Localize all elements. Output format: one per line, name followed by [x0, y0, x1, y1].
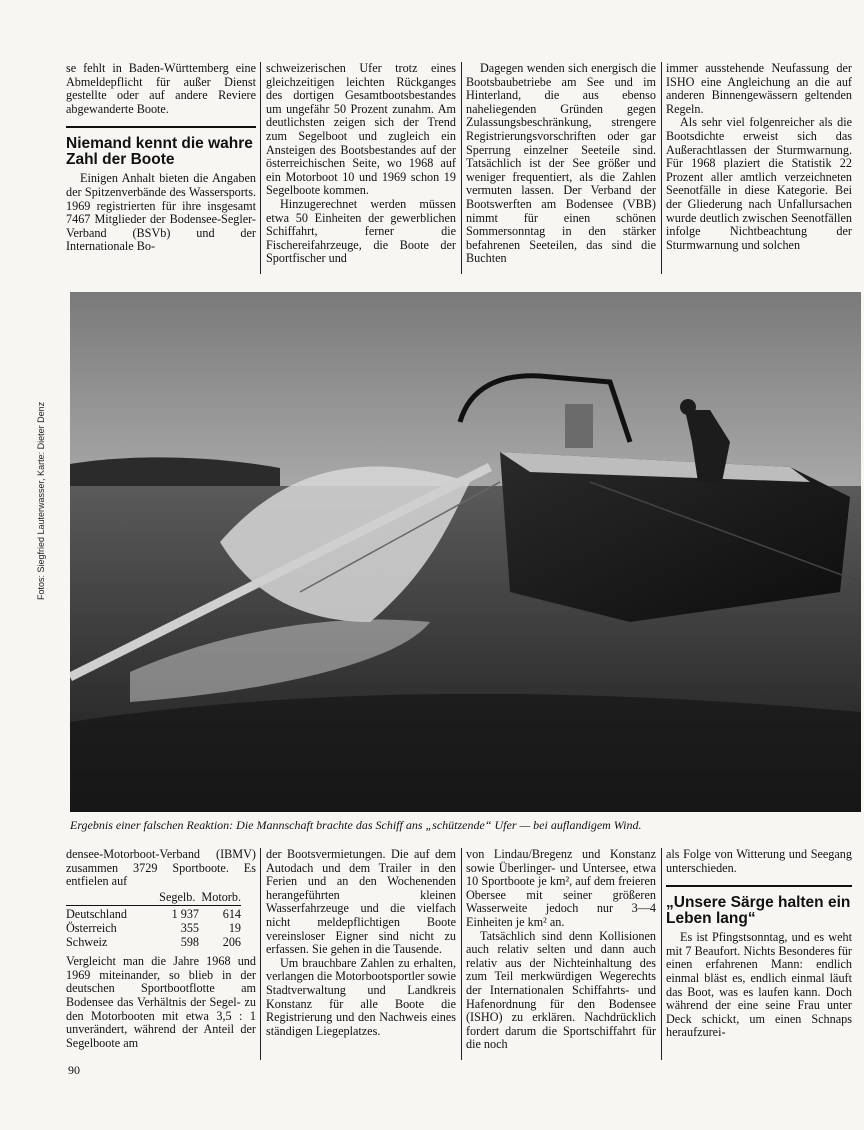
headline-boat-count: Niemand kennt die wahre Zahl der Boote [66, 135, 253, 169]
headline-coffins: „Unsere Särge halten ein Leben lang“ [666, 894, 851, 928]
page-number: 90 [68, 1063, 80, 1077]
table-header-cell: Segelb. [159, 889, 196, 904]
dark-waves [70, 694, 861, 812]
column-rule [661, 62, 662, 274]
table-row [66, 936, 241, 950]
paragraph: der Bootsvermietungen. Die auf dem Autodach und dem Trailer in den Ferien und an den Wochenenden herangeführten kleinen Wasserfahrzeuge und die vielfach nicht meldepflichtigen Boote vereinsloser Eigner sind nicht zu erfassen. Sie gehen in die Tausende. [266, 847, 456, 957]
table-header-cell: Motorb. [201, 889, 241, 904]
paragraph: se fehlt in Baden-Württemberg eine Abmeldepflicht für außer Dienst gestellte oder auf andere Reviere abgewanderte Boote. [66, 61, 256, 116]
boat-photo-illustration [70, 292, 861, 812]
photo-caption: Ergebnis einer falschen Reaktion: Die Mannschaft brachte das Schiff ans „schützende“ Ufer — bei auflandigem Wind. [70, 818, 642, 832]
table-cell-motorboats: 206 [222, 934, 241, 949]
table-row [66, 922, 241, 936]
table-header [66, 891, 241, 907]
bottom-column-2 [266, 848, 456, 1038]
crew-member-seated [565, 404, 593, 448]
bottom-column-1 [66, 848, 256, 1050]
paragraph: Um brauchbare Zahlen zu erhalten, verlangen die Motorbootsportler sowie Stadtverwaltung und Landkreis Konstanz für alle Boote die Registrierung und den Nachweis eines ständigen Liegeplatzes. [266, 955, 456, 1038]
table-cell-country: Schweiz [66, 934, 108, 949]
bottom-column-4 [666, 848, 852, 1040]
column-rule [461, 62, 462, 274]
paragraph: von Lindau/Bregenz und Konstanz sowie Überlinger- und Untersee, etwa 10 Sportboote je km², auf dem freieren Obersee mit seiner größeren Wasserweite jedoch nur 3—4 Einheiten je km² an. [466, 847, 656, 929]
top-column-1 [66, 62, 256, 254]
table-cell-country: Deutschland [66, 907, 127, 922]
table-cell-motorboats: 614 [222, 907, 241, 922]
paragraph: Tatsächlich sind denn Kollisionen auch relativ selten und dann auch relativ aus der Nichteinhaltung des zum Teil merkwürdigen Wegerechts der Internationalen Schiffahrts- und Hafenordnung für den Bodensee (ISHO) zu erklären. Nachdrücklich fordert darum die Sportschiffahrt für die noch [466, 928, 656, 1052]
paragraph: immer ausstehende Neufassung der ISHO eine Angleichung an die auf anderen Binnengewässern geltenden Regeln. [666, 61, 852, 116]
table-cell-sailboats: 598 [180, 934, 199, 949]
paragraph: Es ist Pfingstsonntag, und es weht mit 7 Beaufort. Nichts Besonderes für einen erfahrenen Mann: endlich einmal bläst es, endlich einmal läuft das Boot, was es laufen kann. Doch während der eine seine Frau unter Deck schickt, um einen Schnaps heraufzurei- [666, 930, 852, 1040]
boat-count-table [66, 891, 241, 949]
photo-credit: Fotos: Siegfried Lauterwasser, Karte: Dieter Denz [36, 401, 46, 600]
section-divider [66, 126, 256, 128]
paragraph: Hinzugerechnet werden müssen etwa 50 Einheiten der gewerblichen Schiffahrt, ferner die Fischereifahrzeuge, die Boote der Sportfischer und [266, 196, 456, 266]
paragraph: densee-Motorboot-Verband (IBMV) zusammen 3729 Sportboote. Es entfielen auf [66, 847, 256, 889]
column-rule [461, 848, 462, 1060]
top-column-4 [666, 62, 852, 252]
paragraph: schweizerischen Ufer trotz eines gleichzeitigen leichten Rückganges des dortigen Gesamtbootsbestandes um ungefähr 50 Prozent zunahm. Am deutlichsten zeigen sich der Trend zum Segelboot und zugleich ein Ansteigen des Bootsbestandes auf der österreichischen Seite, wo 1968 auf ein Motorboot 10 und 1969 schon 19 Segelboote kommen. [266, 61, 456, 198]
table-cell-country: Österreich [66, 920, 117, 935]
boat-photo [70, 292, 861, 812]
table-cell-sailboats: 355 [180, 920, 199, 935]
paragraph: Vergleicht man die Jahre 1968 und 1969 miteinander, so blieb in der deutschen Sportbootflotte am Bodensee das Verhältnis der Segel- zu den Motorbooten mit etwa 3,5 : 1 unverändert, während der Anteil der Segelboote am [66, 954, 256, 1050]
top-column-3 [466, 62, 656, 266]
paragraph: Dagegen wenden sich energisch die Bootsbaubetriebe am See und im Hinterland, die aus ebenso naheliegenden Gründen gegen Zulassungsbeschränkung, strengere Registrierungsvorschriften oder gar Sperrung einzelner Seeteile sind. Tatsächlich ist der See größer und weniger frequentiert, als die Zahlen vermuten lassen. Der Verband der Bootswerften am Bodensee (VBB) nimmt für einen schönen Sommersonntag in den stärker befahrenen Seeteilen, das sind die Buchten [466, 61, 656, 266]
crew-head [680, 399, 696, 415]
column-rule [260, 62, 261, 274]
table-row [66, 908, 241, 922]
column-rule [661, 848, 662, 1060]
paragraph: Als sehr viel folgenreicher als die Bootsdichte erweist sich das Außerachtlassen der Sturmwarnung. Für 1968 plaziert die Statistik 22 Prozent aller amtlich verzeichneten Seenotfälle in diese Kategorie. Bei der Gliederung nach Unfallursachen wurde deutlich zwischen Seenotfällen infolge Nichtbeachtung der Sturmwarnung und solchen [666, 115, 852, 252]
paragraph: Einigen Anhalt bieten die Angaben der Spitzenverbände des Wassersports. 1969 registrierten für ihre insgesamt 7467 Mitglieder der Bodensee-Segler-Verband (BSVb) und der Internationale Bo- [66, 171, 256, 254]
table-cell-sailboats: 1 937 [171, 907, 199, 922]
column-rule [260, 848, 261, 1060]
top-column-2 [266, 62, 456, 266]
bottom-column-3 [466, 848, 656, 1052]
table-cell-motorboats: 19 [228, 920, 241, 935]
paragraph: als Folge von Witterung und Seegang unterschieden. [666, 847, 852, 875]
section-divider [666, 885, 852, 887]
